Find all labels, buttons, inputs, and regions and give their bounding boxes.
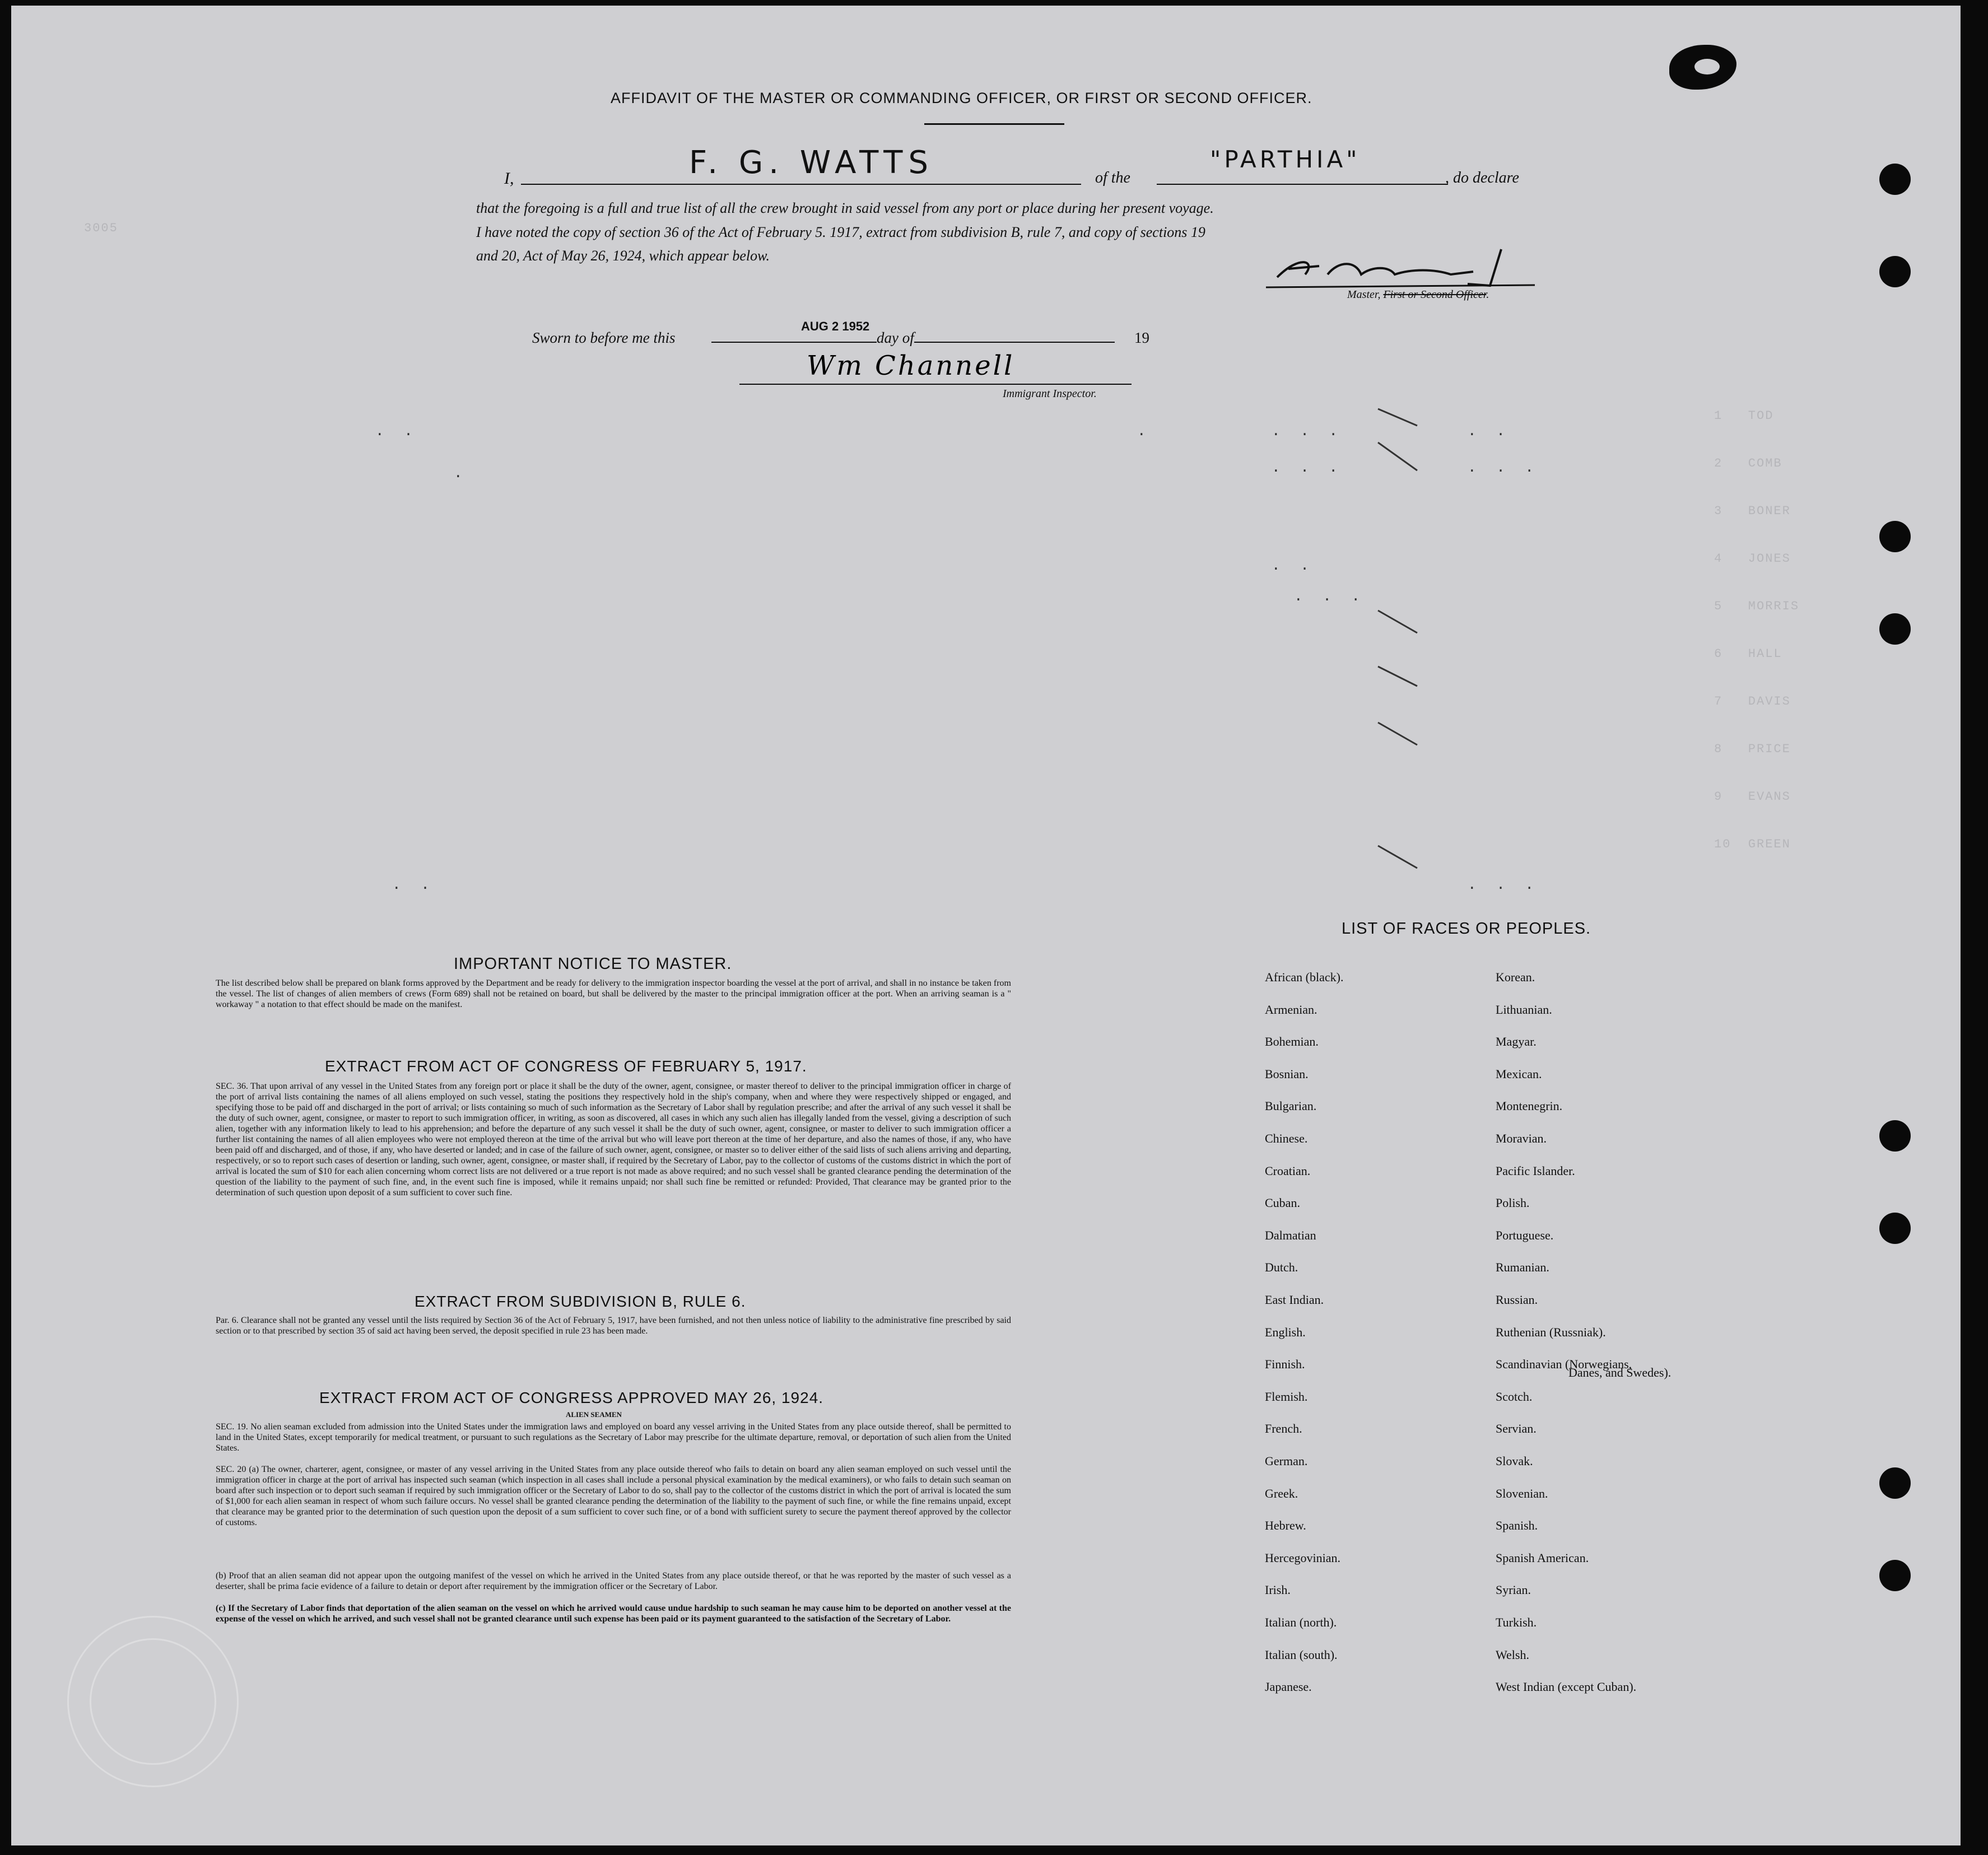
day-of-label: day of (877, 329, 914, 346)
extract-1924-p3: (b) Proof that an alien seaman did not appear upon the outgoing manifest of the vessel on which he arrived in the United States from any place outside thereof, or that he was reported by the master of such vessel as a deserter, shall be prima facie evidence of a failure to detain or deport after requirement by the immigration officer or the Secretary of Labor. (216, 1571, 1011, 1591)
title-rule (924, 123, 1064, 125)
i-label: I, (504, 169, 514, 188)
tick-marks (1367, 398, 1479, 902)
affidavit-line-2: that the foregoing is a full and true list of all the crew brought in said vessel from any port or place during her present voyage. (476, 200, 1214, 216)
punch-hole (1879, 1560, 1911, 1591)
extract-1924-p2: SEC. 20 (a) The owner, charterer, agent, consignee, or master of any vessel arriving in the United States from any place outside thereof who fails to detain on board any alien seaman employed on such vessel until the immigration officer in charge at the port of arrival has inspected such seaman (which inspection in all cases shall include a personal physical examination by the medical examiners), or who fails to detain such seaman on board after such inspection or to deport such seaman if required by such immigration officer or the Secretary of Labor to do so, shall pay to the collector of the customs district in which the port of arrival is located the sum of $1,000 for each alien seaman in respect of whom such failure occurs. No vessel shall be granted clearance pending the determination of the liability to the payment of such fine, or while the fine remains unpaid, except that clearance may be granted prior to the determination of such question upon the deposit of a sum sufficient to cover such fine, or of a bond with sufficient surety to secure the payment thereof approved by the collector of customs. (216, 1465, 1011, 1527)
races-title: LIST OF RACES OR PEOPLES. (1342, 920, 1591, 938)
punch-hole (1879, 1213, 1911, 1244)
race-item: Spanish American. (1496, 1550, 1589, 1565)
of-the-label: of the (1095, 169, 1130, 187)
race-item: Flemish. (1265, 1389, 1308, 1404)
subdivision-b-title: EXTRACT FROM SUBDIVISION B, RULE 6. (415, 1293, 746, 1310)
race-item: Irish. (1265, 1583, 1291, 1597)
struck-officer-text: First or Second Officer (1383, 288, 1487, 301)
race-item: Mexican. (1496, 1066, 1542, 1081)
race-item: Scotch. (1496, 1389, 1533, 1404)
race-item: Pacific Islander. (1496, 1163, 1575, 1178)
race-item: Cuban. (1265, 1196, 1300, 1210)
race-item: Lithuanian. (1496, 1002, 1552, 1017)
race-item: Dutch. (1265, 1260, 1298, 1275)
race-item: Bosnian. (1265, 1066, 1309, 1081)
race-item: German. (1265, 1454, 1308, 1468)
race-item: Ruthenian (Russniak). (1496, 1325, 1606, 1339)
document-page: 1 TOD 2 COMB 3 BONER 4 JONES 5 MORRIS 6 HALL 7 DAVIS 8 PRICE 9 EVANS 10 GREEN 3005 AFFIDAVIT OF THE MASTER OR COMMANDING OFFICER, OR FIRST OR SECOND OFFICER. I, F. G. WATTS of the "PARTHIA" , do declare that the foregoing is a full and true list of all the crew brought in said vessel from any port or place during her present voyage. I have noted the copy of section 36 of the Act of February 5. 1917, extract from subdivision B, rule 7, and copy of sections 19 and 20, Act of May 26, 1924, which appear below. Master, First or Second Officer. Sworn to before me this AUG 2 1952 day of 19 Wm Channell Immigrant Inspector. . . . . . . . . . . . . . . . . . . . . . . . . . IMPORTANT NOTICE TO MASTER. The list described below shall be prepared on blank forms approved by the Department and be ready for delivery to the immigration inspector boarding the vessel at the port of arrival, and shall in no instance be taken from the vessel. The list of changes of alien members of crews (Form 689) shall not be retained on board, but shall be delivered by the master to the principal immigration officer at the port. When an arriving seaman is a " workaway " a notation to that effect should be made on the manifest. EXTRACT FROM ACT OF CONGRESS OF FEBRUARY 5, 1917. SEC. 36. That upon arrival of any vessel in the United States from any foreign port or place it shall be the duty of the owner, agent, consignee, or master thereof to deliver to the principal immigration officer in charge of the port of arrival lists containing the names of all aliens employed on such vessel, stating the positions they respectively hold in the ship's company, when and where they were respectively shipped or engaged, and specifying those to be paid off and discharged in the port of arrival; or lists containing so much of such information as the Secretary of Labor shall by regulation prescribe; and after the arrival of any such vessel it shall be the duty of such owner, agent, consignee, or master to report to such immigration officer, in writing, as soon as discovered, all cases in which any such alien has illegally landed from the vessel, giving a description of such alien, together with any information likely to lead to his apprehension; and before the departure of any such vessel it shall be the duty of such owner, agent, consignee, or master to deliver to such immigration officer a further list containing the names of all alien employees who were not employed thereon at the time of the arrival but who will leave port thereon at the time of her departure, and also the names of those, if any, who have been paid off and discharged, and of those, if any, who have deserted or landed; and in case of the failure of such owner, agent, consignee, or master so to deliver either of the said lists of such aliens arriving and departing, respectively, or so to report such cases of desertion or landing, such owner, agent, consignee, or master shall, if required by the Secretary of Labor, pay to the collector of customs of the customs district in which the port of arrival is located the sum of $10 for each alien concerning whom correct lists are not delivered or a true report is not made as above required; and no such vessel shall be granted clearance pending the determination of the question of the liability to the payment of such fine, and, in the event such fine is imposed, while it remains unpaid; nor shall such fine be remitted or refunded: Provided, That clearance may be granted prior to the determination of such question upon deposit of a sum sufficient to cover such fine. EXTRACT FROM SUBDIVISION B, RULE 6. Par. 6. Clearance shall not be granted any vessel until the lists required by Section 36 of the Act of February 5, 1917, have been furnished, and not then unless notice of liability to the administrative fine prescribed by said section or to that prescribed by section 35 of said act having been served, the deposit specified in rule 23 has been made. EXTRACT FROM ACT OF CONGRESS APPROVED MAY 26, 1924. ALIEN SEAMEN SEC. 19. No alien seaman excluded from admission into the United States under the immigration laws and employed on board any vessel arriving in the United States from any place outside thereof, shall be permitted to land in the United States, except temporarily for medical treatment, or pursuant to such regulations as the Secretary of Labor may prescribe for the ultimate departure, removal, or deportation of such alien from the United States. SEC. 20 (a) The owner, charterer, agent, consignee, or master of any vessel arriving in the United States from any place outside thereof who fails to detain on board any alien seaman employed on such vessel until the immigration officer in charge at the port of arrival has inspected such seaman (which inspection in all cases shall include a personal physical examination by the medical examiners), or who fails to detain such seaman on board after such inspection or to deport such seaman if required by such immigration officer or the Secretary of Labor to do so, shall pay to the collector of the customs district in which the port of arrival is located the sum of $1,000 for each alien seaman in respect of whom such failure occurs. No vessel shall be granted clearance pending the determination of the liability to the payment of such fine, or while the fine remains unpaid, except that clearance may be granted prior to the determination of such question upon the deposit of a sum sufficient to cover such fine, or of a bond with sufficient surety to secure the payment thereof approved by the collector of customs. (b) Proof that an alien seaman did not appear upon the outgoing manifest of the vessel on which he arrived in the United States from any place outside thereof, or that he was reported by the master of such vessel as a deserter, shall be prima facie evidence of a failure to detain or deport after requirement by the immigration officer or the Secretary of Labor. (c) If the Secretary of Labor finds that deportation of the alien seaman on the vessel on which he arrived would cause undue hardship to such seaman he may cause him to be deported on another vessel at the expense of the vessel on which he arrived, and such vessel shall not be granted clearance until such expense has been paid or its payment guaranteed to the satisfaction of the Secretary of Labor. LIST OF RACES OR PEOPLES. Danes, and Swedes). African (black). Armenian. Bohemian. Bosnian. Bulgarian. Chinese. Croatian. Cuban. Dalmatian Dutch. East Indian. English. Finnish. Flemish. French. German. Greek. Hebrew. Hercegovinian. Irish. Italian (north). Italian (south). Japanese. Korean. Lithuanian. Magyar. Mexican. Montenegrin. Moravian. Pacific Islander. Polish. Portuguese. Rumanian. Russian. Ruthenian (Russniak). Scandinavian (Norwegians, Scotch. Servian. Slovak. Slovenian. Spanish. Spanish American. Syrian. Turkish. Welsh. West Indian (except Cuban). (11, 6, 1961, 1845)
inspector-caption: Immigrant Inspector. (1003, 388, 1097, 400)
ship-name-line (1157, 184, 1448, 185)
extract-1924-p4: (c) If the Secretary of Labor finds that deportation of the alien seaman on the vessel on which he arrived would cause undue hardship to such seaman he may cause him to be deported on another vessel at the expense of the vessel on which he arrived, and such vessel shall not be granted clearance until such expense has been paid or its payment guaranteed to the satisfaction of the Secretary of Labor. (216, 1604, 1011, 1624)
affidavit-line-3: I have noted the copy of section 36 of the Act of February 5. 1917, extract from subdivision B, rule 7, and copy of sections 19 (476, 224, 1205, 240)
race-item: French. (1265, 1421, 1302, 1436)
race-item: African (black). (1265, 970, 1344, 984)
race-item: Moravian. (1496, 1131, 1547, 1145)
race-item: Greek. (1265, 1486, 1298, 1500)
race-item: Croatian. (1265, 1163, 1311, 1178)
subdivision-b-body: Par. 6. Clearance shall not be granted any vessel until the lists required by Section 36 of the Act of February 5, 1917, have been furnished, and not then unless notice of liability to the administrative fine prescribed by said section or to that prescribed by section 35 of said act having been served, the deposit specified in rule 23 has been made. (216, 1316, 1011, 1336)
race-item: East Indian. (1265, 1293, 1324, 1307)
punch-hole (1879, 613, 1911, 645)
notice-title: IMPORTANT NOTICE TO MASTER. (454, 955, 732, 973)
race-item: Scandinavian (Norwegians, (1496, 1357, 1632, 1372)
extract-1924-p1: SEC. 19. No alien seaman excluded from admission into the United States under the immigration laws and employed on board any vessel arriving in the United States from any place outside thereof, shall be permitted to land in the United States, except temporarily for medical treatment, or pursuant to such regulations as the Secretary of Labor may prescribe for the ultimate departure, removal, or deportation of such alien from the United States. (216, 1422, 1011, 1453)
race-item: English. (1265, 1325, 1306, 1339)
race-item: Slovenian. (1496, 1486, 1548, 1500)
extract-1924-title: EXTRACT FROM ACT OF CONGRESS APPROVED MAY 26, 1924. (319, 1389, 824, 1406)
race-item: Hebrew. (1265, 1518, 1306, 1533)
punch-hole (1879, 164, 1911, 195)
race-item: Japanese. (1265, 1680, 1312, 1694)
race-item: Welsh. (1496, 1647, 1529, 1662)
race-item: Rumanian. (1496, 1260, 1549, 1275)
master-name-handwritten: F. G. WATTS (689, 145, 934, 181)
ship-name-handwritten: "PARTHIA" (1210, 146, 1361, 173)
race-item: Russian. (1496, 1293, 1538, 1307)
race-item: Dalmatian (1265, 1228, 1316, 1242)
race-item: Slovak. (1496, 1454, 1533, 1468)
race-scandinavian-cont: Danes, and Swedes). (1568, 1365, 1672, 1379)
race-item: Italian (south). (1265, 1647, 1338, 1662)
race-item: Bulgarian. (1265, 1099, 1317, 1113)
extract-1924-subtitle: ALIEN SEAMEN (566, 1410, 622, 1419)
race-item: West Indian (except Cuban). (1496, 1680, 1637, 1694)
race-item: Syrian. (1496, 1583, 1531, 1597)
affidavit-line-4: and 20, Act of May 26, 1924, which appear below. (476, 248, 770, 264)
notice-body: The list described below shall be prepared on blank forms approved by the Department and be ready for delivery to the immigration inspector boarding the vessel at the port of arrival, and shall in no instance be taken from the vessel. The list of changes of alien members of crews (Form 689) shall not be retained on board, but shall be delivered by the master to the principal immigration officer at the port. When an arriving seaman is a " workaway " a notation to that effect should be made on the manifest. (216, 978, 1011, 1009)
master-name-line (521, 184, 1081, 185)
extract-1917-title: EXTRACT FROM ACT OF CONGRESS OF FEBRUARY 5, 1917. (325, 1057, 807, 1075)
punch-hole (1879, 521, 1911, 552)
master-caption: Master, First or Second Officer. (1347, 288, 1489, 301)
race-item: Turkish. (1496, 1615, 1537, 1629)
race-item: Montenegrin. (1496, 1099, 1563, 1113)
race-item: Bohemian. (1265, 1034, 1319, 1049)
race-item: Korean. (1496, 970, 1535, 984)
master-signature (1266, 244, 1546, 294)
race-item: Portuguese. (1496, 1228, 1554, 1242)
race-item: Polish. (1496, 1196, 1530, 1210)
race-item: Spanish. (1496, 1518, 1538, 1533)
race-item: Armenian. (1265, 1002, 1317, 1017)
year-prefix: 19 (1134, 329, 1149, 346)
race-item: Servian. (1496, 1421, 1537, 1436)
extract-1917-body: SEC. 36. That upon arrival of any vessel in the United States from any foreign port or place it shall be the duty of the owner, agent, consignee, or master thereof to deliver to the principal immigration officer in charge of the port of arrival lists containing the names of all aliens employed on such vessel, stating the positions they respectively hold in the ship's company, when and where they were respectively shipped or engaged, and specifying those to be paid off and discharged in the port of arrival; or lists containing so much of such information as the Secretary of Labor shall by regulation prescribe; and after the arrival of any such vessel it shall be the duty of such owner, agent, consignee, or master to report to such immigration officer, in writing, as soon as discovered, all cases in which any such alien has illegally landed from the vessel, giving a description of such alien, together with any information likely to lead to his apprehension; and before the departure of any such vessel it shall be the duty of such owner, agent, consignee, or master to deliver to such immigration officer a further list containing the names of all alien employees who were not employed thereon at the time of the arrival but who will leave port thereon at the time of her departure, and also the names of those, if any, who have been paid off and discharged, and of those, if any, who have deserted or landed; and in case of the failure of such owner, agent, consignee, or master so to deliver either of the said lists of such aliens arriving and departing, respectively, or so to report such cases of desertion or landing, such owner, agent, consignee, or master shall, if required by the Secretary of Labor, pay to the collector of customs of the customs district in which the port of arrival is located the sum of $10 for each alien concerning whom correct lists are not delivered or a true report is not made as above required; and no such vessel shall be granted clearance pending the determination of the question of the liability to the payment of such fine, and, in the event such fine is imposed, while it remains unpaid; nor shall such fine be remitted or refunded: Provided, That clearance may be granted prior to the determination of such question upon deposit of a sum sufficient to cover such fine. (216, 1082, 1011, 1197)
inspector-line (739, 384, 1132, 385)
affidavit-title: AFFIDAVIT OF THE MASTER OR COMMANDING OFFICER, OR FIRST OR SECOND OFFICER. (611, 90, 1312, 106)
punch-hole (1879, 1467, 1911, 1499)
punch-hole (1879, 1120, 1911, 1152)
race-item: Finnish. (1265, 1357, 1305, 1372)
race-item: Magyar. (1496, 1034, 1537, 1049)
date-stamp: AUG 2 1952 (801, 319, 870, 333)
punch-hole (1879, 256, 1911, 287)
race-item: Chinese. (1265, 1131, 1308, 1145)
race-item: Hercegovinian. (1265, 1550, 1340, 1565)
sworn-label: Sworn to before me this (532, 329, 676, 346)
inspector-signature: Wm Channell (807, 350, 1015, 381)
do-declare-label: , do declare (1445, 169, 1519, 187)
race-item: Italian (north). (1265, 1615, 1337, 1629)
